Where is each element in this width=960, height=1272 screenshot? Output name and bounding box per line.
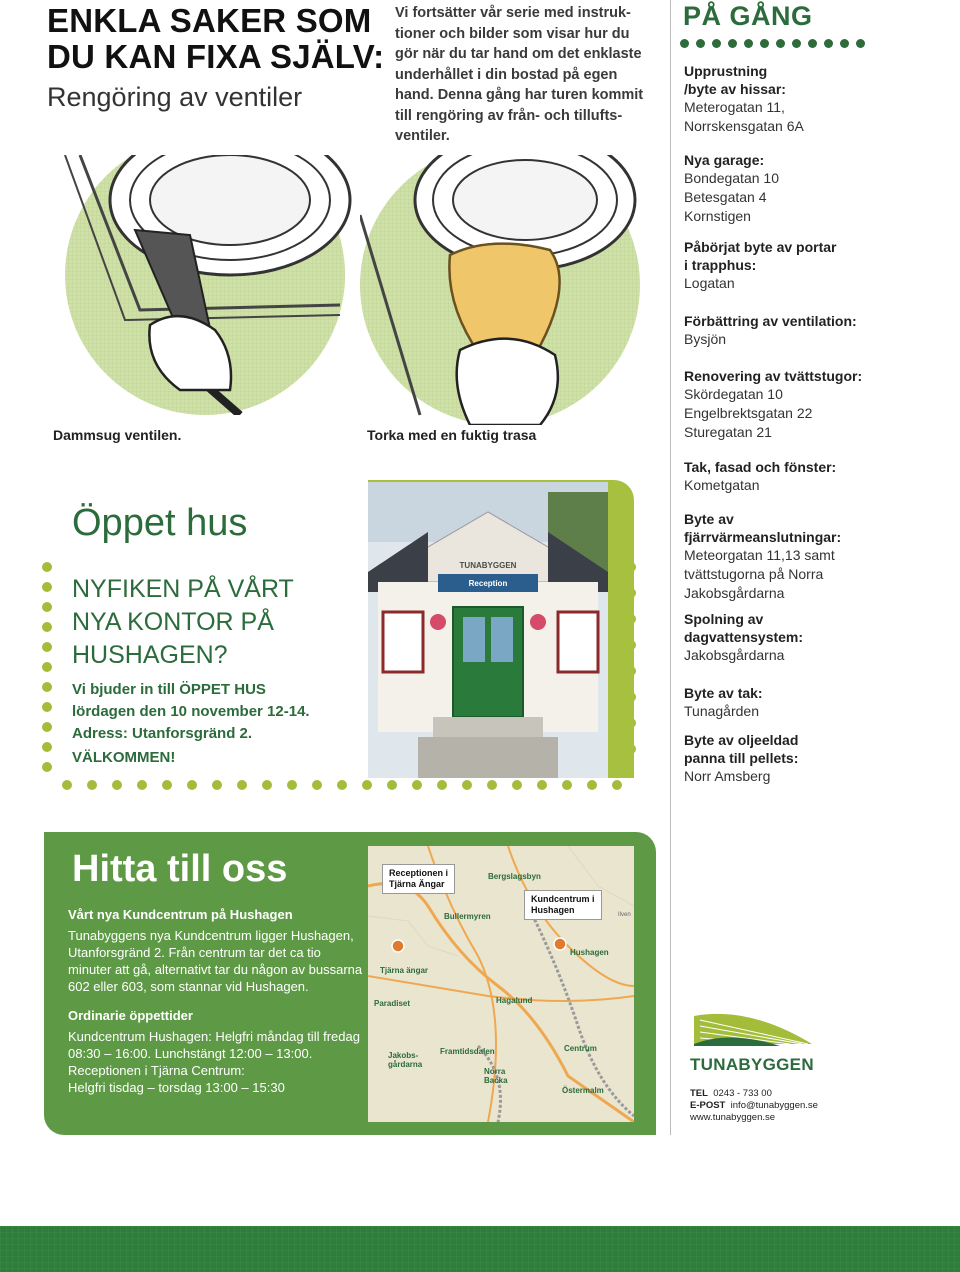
intro-line: hand. Denna gång har turen kommit <box>395 87 644 103</box>
item-text: Skördegatan 10 <box>684 386 783 402</box>
tel-value: 0243 - 733 00 <box>713 1088 772 1099</box>
callout-line: Receptionen i <box>389 868 449 878</box>
wipe-illustration <box>360 155 680 425</box>
office-photo <box>368 480 634 778</box>
list-item <box>684 238 884 293</box>
list-item <box>684 312 884 349</box>
item-heading: Spolning av <box>684 611 764 627</box>
item-heading: panna till pellets: <box>684 750 799 766</box>
open-house-details <box>72 679 310 769</box>
map-label: Norra <box>484 1067 506 1076</box>
item-heading: Förbättring av ventilation: <box>684 313 857 329</box>
headline-line: NYA KONTOR PÅ <box>72 608 274 636</box>
item-heading: Byte av <box>684 511 734 527</box>
title-line-1: ENKLA SAKER SOM <box>47 2 372 39</box>
callout-line: Tjärna Ängar <box>389 879 445 889</box>
find-us-line: Utanforsgränd 2. Från centrum tar det ca tio <box>68 945 321 960</box>
find-us-heading: Vårt nya Kundcentrum på Hushagen <box>68 907 293 922</box>
page-title <box>47 3 384 75</box>
item-text: Kornstigen <box>684 208 751 224</box>
item-heading: fjärrvärmeanslutningar: <box>684 529 842 545</box>
list-item <box>684 458 884 495</box>
item-text: Meterogatan 11, <box>684 99 785 115</box>
tel-label: TEL <box>690 1088 708 1099</box>
welcome-text: VÄLKOMMEN! <box>72 749 176 766</box>
find-us-title: Hitta till oss <box>72 848 288 890</box>
item-text: Jakobsgårdarna <box>684 585 785 601</box>
item-text: tvättstugorna på Norra <box>684 566 824 582</box>
item-text: Bondegatan 10 <box>684 170 779 186</box>
map-label: Hagalund <box>496 996 533 1005</box>
caption-vacuum: Dammsug ventilen. <box>53 427 182 443</box>
map-label: Bergslagsbyn <box>488 872 541 881</box>
list-item <box>684 510 884 603</box>
item-text: Betesgatan 4 <box>684 189 767 205</box>
callout-line: Kundcentrum i <box>531 894 595 904</box>
find-us-line: 602 eller 603, som stannar vid Hushagen. <box>68 979 309 994</box>
map-label: Paradiset <box>374 999 411 1008</box>
item-heading: Renovering av tvättstugor: <box>684 368 863 384</box>
find-us-box <box>44 832 656 1135</box>
list-item <box>684 367 884 442</box>
item-text: Logatan <box>684 275 735 291</box>
photo-sign-tunabyggen: TUNABYGGEN <box>459 561 517 570</box>
list-item <box>684 62 884 136</box>
item-text: Jakobsgårdarna <box>684 647 785 663</box>
find-us-line: minuter att gå, alternativt tar du någon av bussarna <box>68 962 363 977</box>
item-text: Norrskensgatan 6A <box>684 118 804 134</box>
item-heading: /byte av hissar: <box>684 81 786 97</box>
intro-line: tioner och bilder som visar hur du <box>395 25 630 42</box>
item-heading: Påbörjat byte av portar <box>684 239 837 255</box>
map-label: Bullermyren <box>444 912 491 921</box>
open-house-box <box>42 478 642 788</box>
map-label: Backa <box>484 1076 508 1085</box>
item-text: Engelbrektsgatan 22 <box>684 405 813 421</box>
callout-line: Hushagen <box>531 905 575 915</box>
tunabyggen-logo <box>690 1010 820 1074</box>
intro-line: underhållet i din bostad på egen <box>395 66 618 83</box>
find-us-heading: Ordinarie öppettider <box>68 1008 193 1023</box>
find-us-text <box>68 906 368 1096</box>
contact-tel <box>690 1088 818 1100</box>
map-label: Hushagen <box>570 948 609 957</box>
photo-sign-reception: Reception <box>468 579 508 588</box>
open-house-title: Öppet hus <box>72 502 248 544</box>
details-line: Vi bjuder in till ÖPPET HUS <box>72 681 266 698</box>
map-label: Centrum <box>564 1044 597 1053</box>
map-label: Östermalm <box>562 1086 604 1095</box>
intro-line: ventiler. <box>395 128 450 144</box>
column-divider <box>670 0 671 1135</box>
find-us-line: Receptionen i Tjärna Centrum: <box>68 1063 245 1078</box>
map-callout-hushagen <box>524 890 602 920</box>
item-heading: i trapphus: <box>684 257 757 273</box>
page-subtitle: Rengöring av ventiler <box>47 82 303 112</box>
email-link[interactable]: info@tunabyggen.se <box>730 1100 818 1111</box>
find-us-line: Kundcentrum Hushagen: Helgfri måndag till fredag <box>68 1029 360 1044</box>
intro-line: till rengöring av från- och tillufts- <box>395 107 623 124</box>
map-label: gårdarna <box>388 1060 423 1069</box>
item-heading: Tak, fasad och fönster: <box>684 459 837 475</box>
vacuum-illustration <box>40 155 360 415</box>
headline-line: NYFIKEN PÅ VÅRT <box>72 575 294 603</box>
contact-info <box>690 1088 818 1124</box>
caption-wipe: Torka med en fuktig trasa <box>367 427 537 443</box>
logo-roof-icon <box>690 1010 816 1048</box>
title-line-2: DU KAN FIXA SJÄLV: <box>47 38 385 75</box>
find-us-line: Helgfri tisdag – torsdag 13:00 – 15:30 <box>68 1080 285 1095</box>
headline-line: HUSHAGEN? <box>72 641 228 669</box>
map-label: Framtidsdalen <box>440 1047 495 1056</box>
item-heading: Byte av tak: <box>684 685 763 701</box>
item-text: Bysjön <box>684 331 727 347</box>
list-item <box>684 610 884 665</box>
item-text: Kometgatan <box>684 477 760 493</box>
item-text: Meteorgatan 11,13 samt <box>684 547 835 563</box>
contact-email <box>690 1100 818 1112</box>
intro-line: Vi fortsätter vår serie med instruk- <box>395 5 631 21</box>
find-us-line: 08:30 – 16:00. Lunchstängt 12:00 – 13:00. <box>68 1046 313 1061</box>
details-line: lördagen den 10 november 12-14. <box>72 703 310 720</box>
pa-gang-title: PÅ GÅNG <box>683 1 813 31</box>
item-text: Tunagården <box>684 703 759 719</box>
list-item <box>684 151 884 226</box>
item-heading: Byte av oljeeldad <box>684 732 799 748</box>
footer-bar <box>0 1226 960 1272</box>
location-map <box>368 846 634 1122</box>
find-us-line: Tunabyggens nya Kundcentrum ligger Hushagen, <box>68 928 354 943</box>
logo-name: TUNABYGGEN <box>690 1055 814 1074</box>
map-callout-tjarna <box>382 864 455 894</box>
email-label: E-POST <box>690 1100 726 1111</box>
list-item <box>684 731 884 786</box>
item-heading: Nya garage: <box>684 152 765 168</box>
details-line: Adress: Utanforsgränd 2. <box>72 725 253 742</box>
list-item <box>684 684 884 721</box>
map-label: Tjärna ängar <box>380 966 429 975</box>
item-text: Sturegatan 21 <box>684 424 772 440</box>
open-house-headline <box>72 573 294 672</box>
intro-text <box>395 3 665 147</box>
item-heading: dagvattensystem: <box>684 629 804 645</box>
pa-gang-list <box>684 0 924 800</box>
item-text: Norr Amsberg <box>684 768 771 784</box>
item-heading: Upprustning <box>684 63 768 79</box>
map-label: Jakobs- <box>388 1051 419 1060</box>
map-label: Ilven <box>618 912 631 918</box>
intro-line: gör när du tar hand om det enklaste <box>395 46 642 62</box>
contact-web[interactable]: www.tunabyggen.se <box>690 1112 776 1123</box>
